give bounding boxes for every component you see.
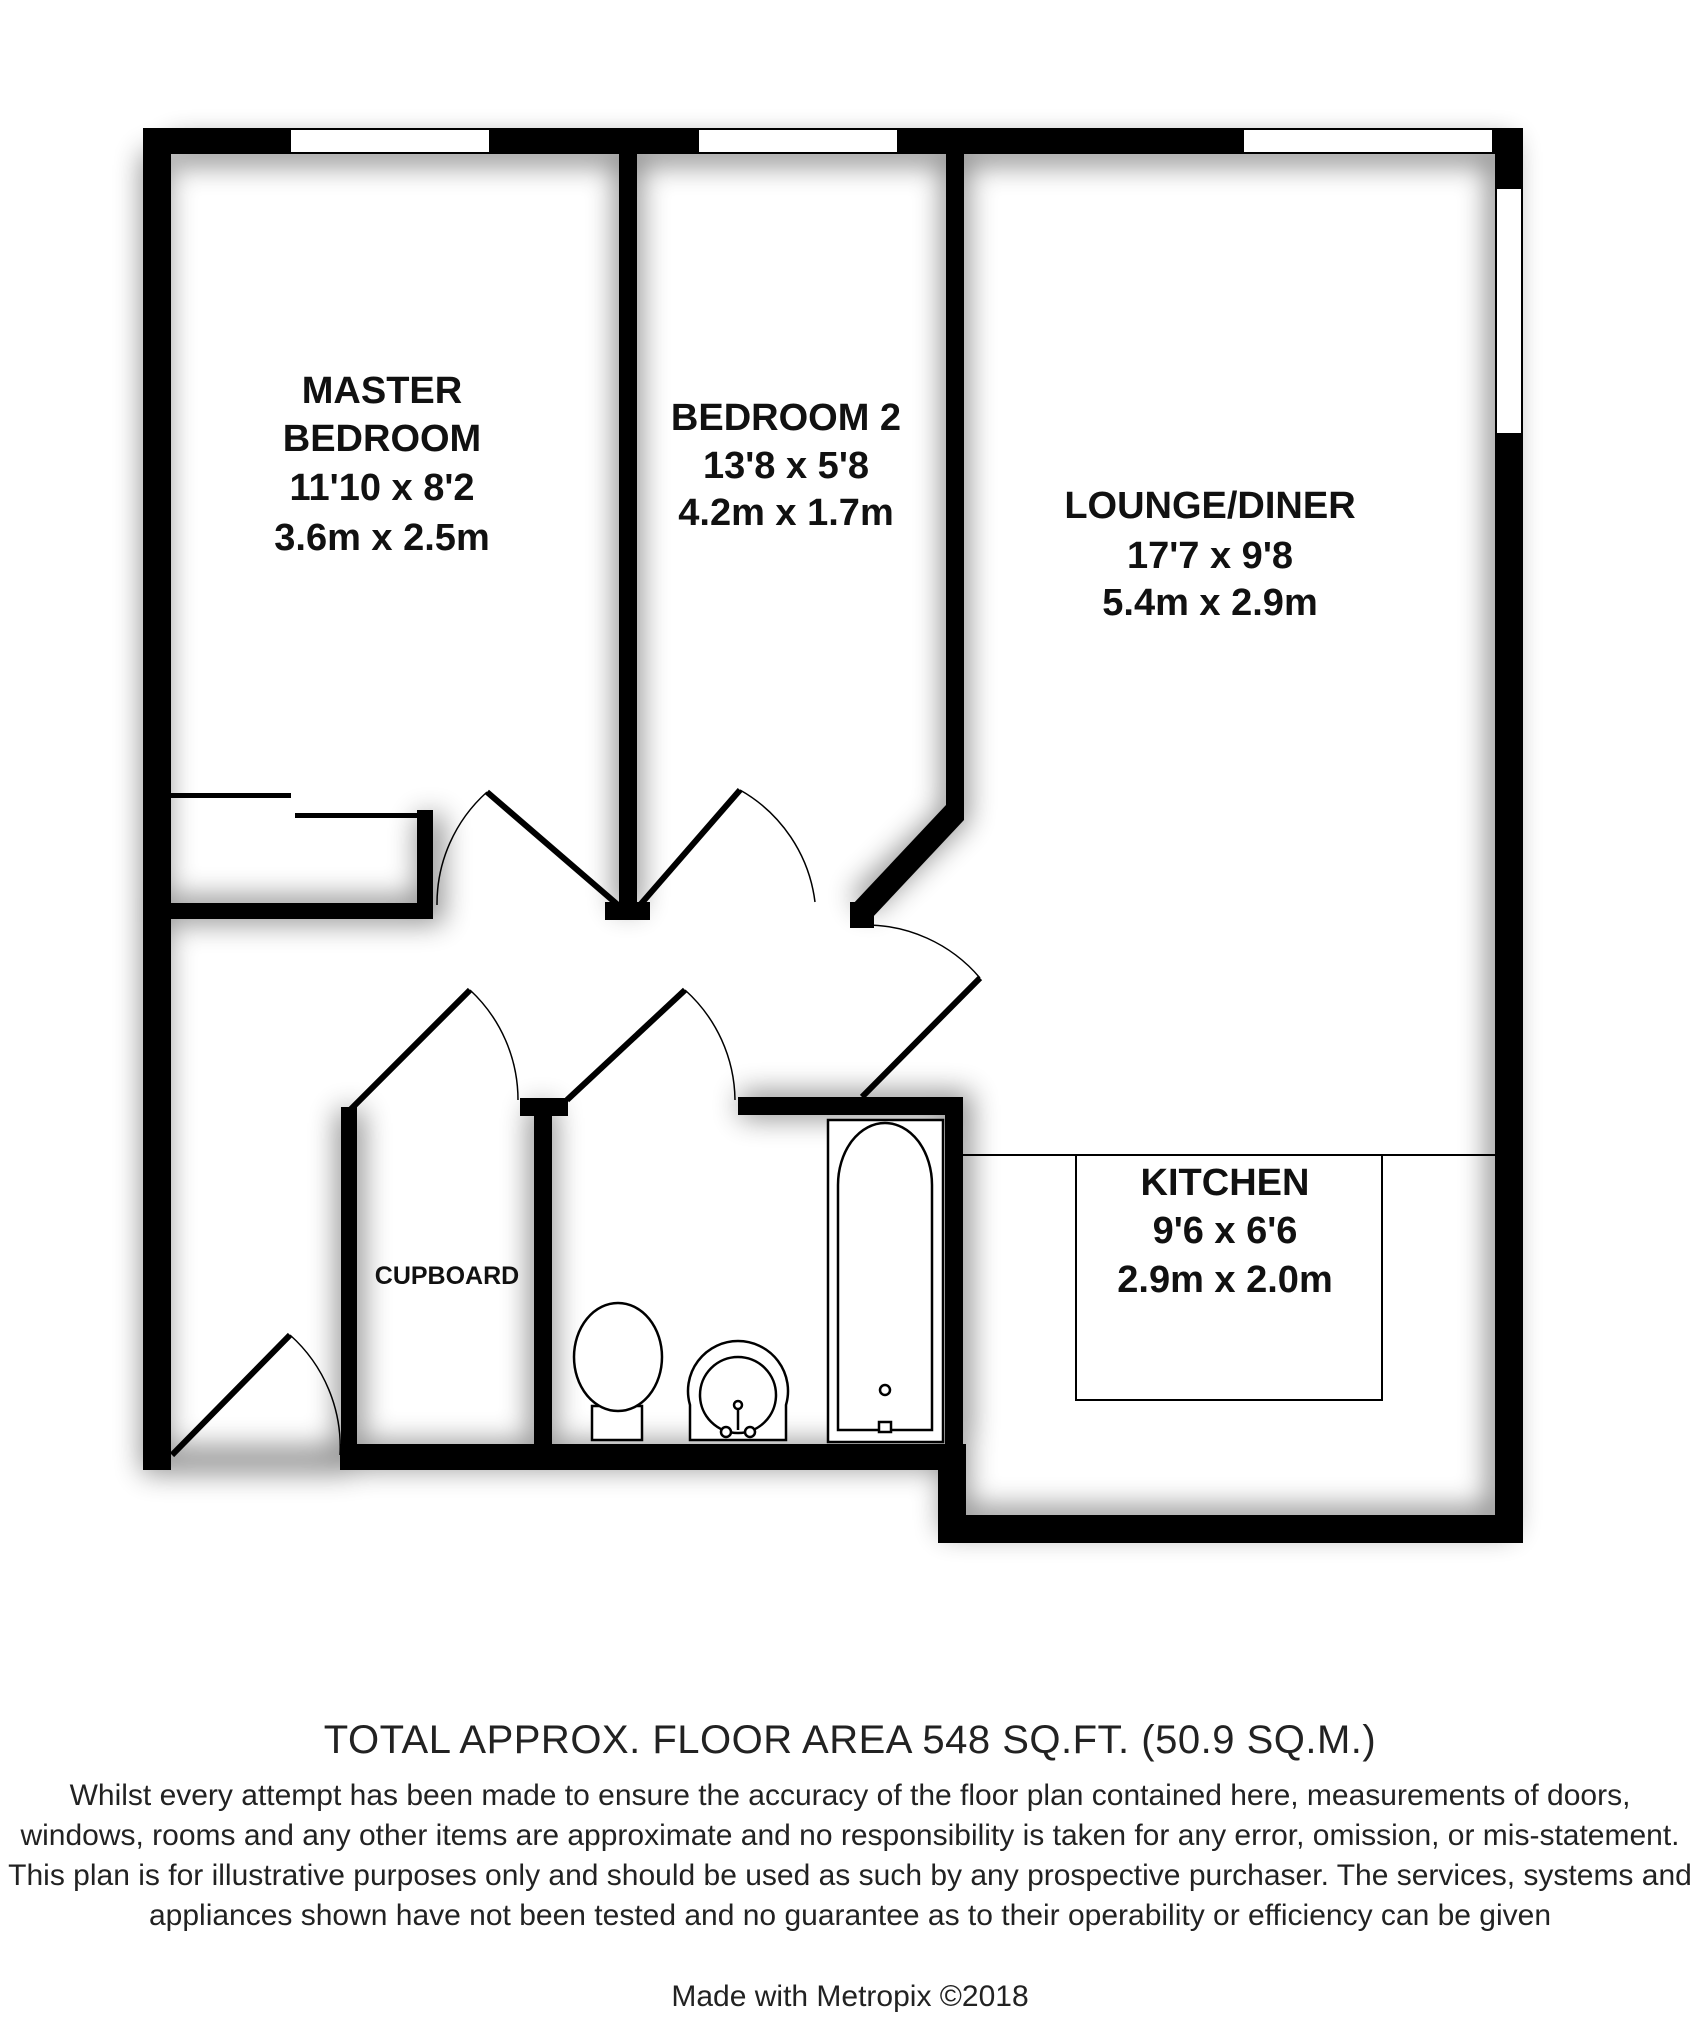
kitchen-name: KITCHEN	[1140, 1162, 1310, 1204]
window-master-bedroom	[290, 129, 490, 153]
window-lounge-side	[1496, 188, 1522, 434]
master-bedroom-imperial: 11'10 x 8'2	[289, 467, 475, 509]
bedroom-2-label	[671, 397, 901, 534]
bedroom-2-name: BEDROOM 2	[670, 397, 902, 439]
door-lounge	[862, 925, 980, 1097]
bath	[828, 1120, 943, 1442]
lounge-diner-name: LOUNGE/DINER	[1064, 485, 1356, 527]
lounge-diner-label	[1064, 485, 1355, 624]
lounge-diner-metric: 5.4m x 2.9m	[1102, 582, 1318, 624]
cupboard-label: CUPBOARD	[374, 1262, 520, 1290]
basin	[688, 1341, 788, 1440]
lounge-diner-imperial: 17'7 x 9'8	[1127, 535, 1293, 577]
master-bedroom-name-line1: MASTER	[301, 370, 463, 412]
disclaimer-text: Whilst every attempt has been made to ensure the accuracy of the floor plan contained here, measurements of doors, windows, rooms and any other items are approximate and no responsibility is taken for any error, omission, or mis-statement. This plan is for illustrative purposes only and should be used as such by any prospective purchaser. The services, systems and appliances shown have not been tested and no guarantee as to their operability or efficiency can be given	[8, 1779, 1692, 1932]
master-bedroom-label	[274, 370, 489, 559]
window-lounge-top	[1243, 129, 1493, 153]
door-cupboard	[350, 990, 518, 1110]
bedroom-2-imperial: 13'8 x 5'8	[703, 445, 869, 487]
total-floor-area: TOTAL APPROX. FLOOR AREA 548 SQ.FT. (50.9 SQ.M.)	[323, 1718, 1377, 1762]
kitchen-label	[1117, 1162, 1332, 1301]
door-master-bedroom	[437, 792, 618, 905]
master-bedroom-name-line2: BEDROOM	[282, 418, 482, 460]
door-entrance	[172, 1335, 340, 1455]
windows	[290, 129, 1522, 434]
door-bedroom-2	[640, 790, 815, 905]
bedroom-2-metric: 4.2m x 1.7m	[678, 492, 894, 534]
window-bedroom-2	[698, 129, 898, 153]
door-bathroom	[567, 990, 735, 1100]
metropix-credit: Made with Metropix ©2018	[671, 1980, 1029, 2013]
toilet	[574, 1303, 662, 1440]
master-bedroom-metric: 3.6m x 2.5m	[274, 517, 490, 559]
kitchen-metric: 2.9m x 2.0m	[1117, 1259, 1333, 1301]
kitchen-imperial: 9'6 x 6'6	[1152, 1210, 1298, 1252]
